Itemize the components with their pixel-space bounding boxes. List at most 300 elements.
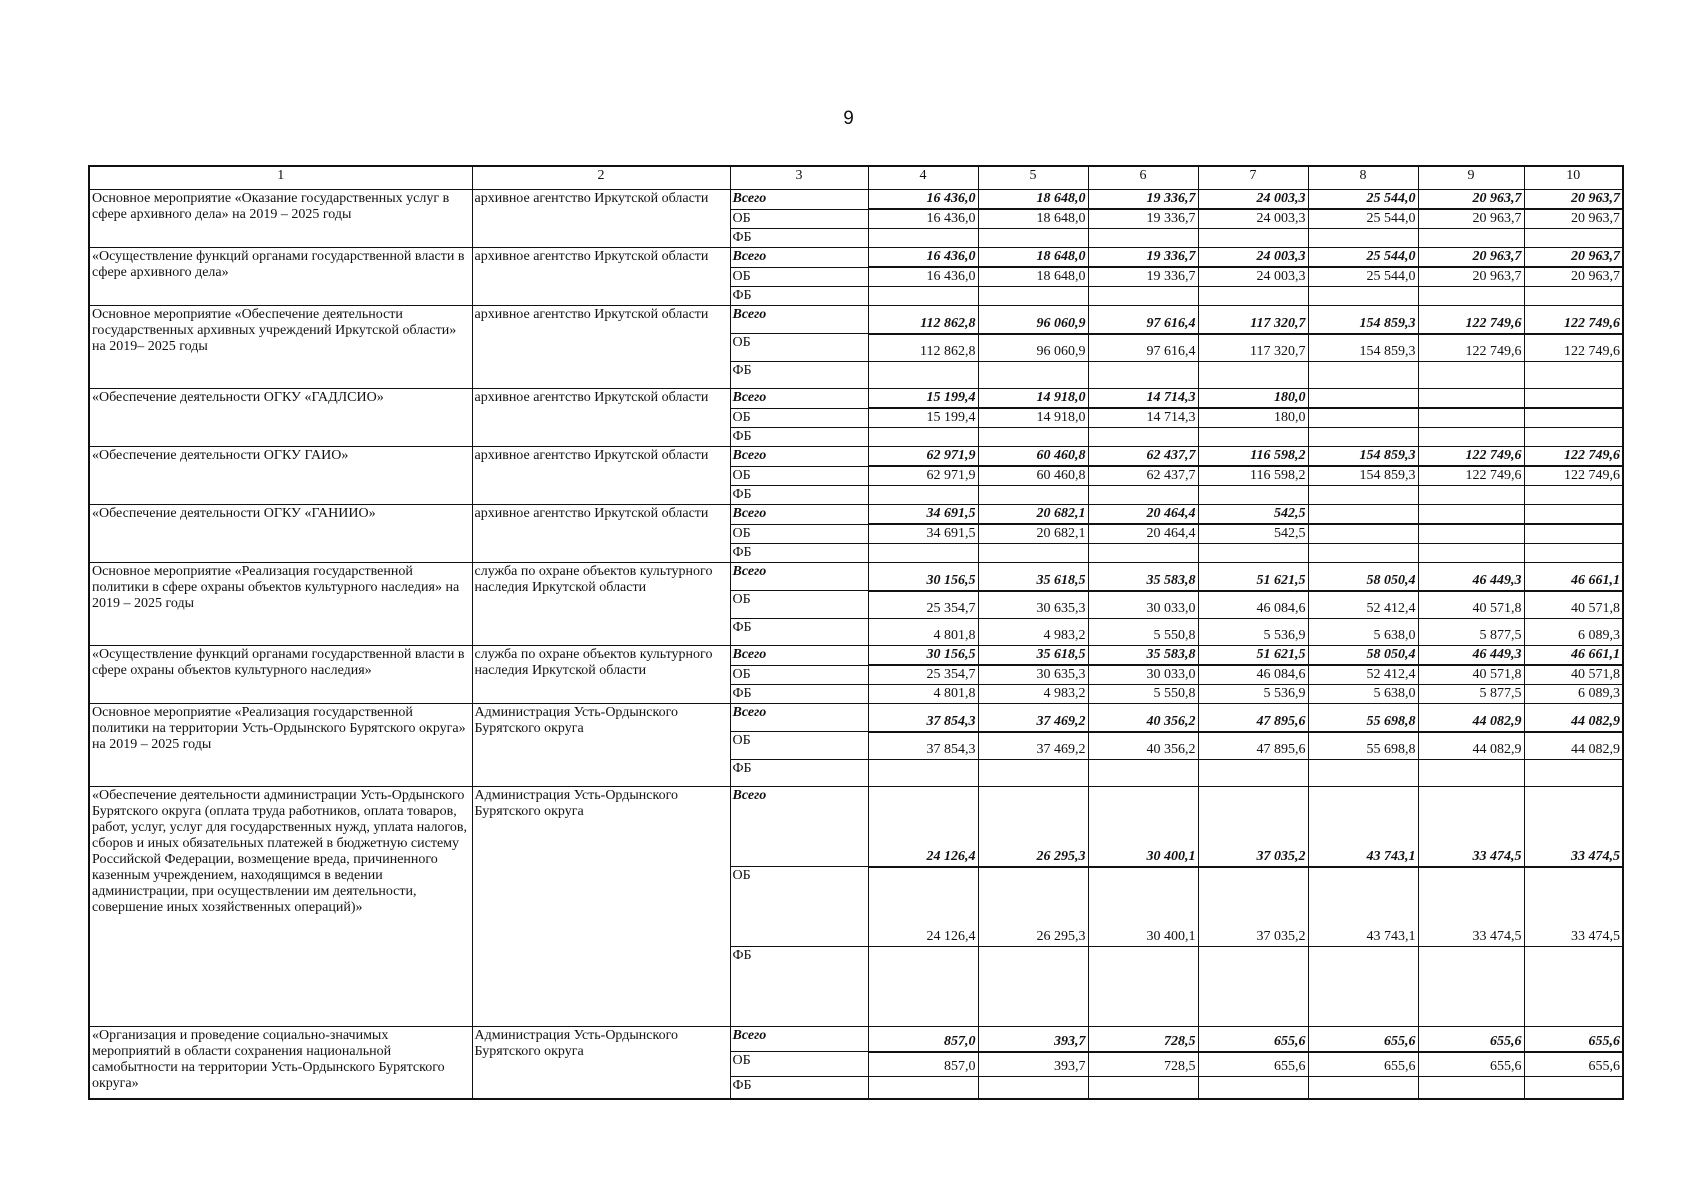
- amount-cell: [1418, 486, 1524, 505]
- amount-cell: [1308, 408, 1418, 428]
- amount-cell: 112 862,8: [868, 306, 978, 334]
- amount-cell: 62 971,9: [868, 466, 978, 486]
- amount-cell: [1524, 287, 1623, 306]
- amount-cell: 52 412,4: [1308, 665, 1418, 685]
- amount-cell: [1308, 428, 1418, 447]
- amount-cell: 25 354,7: [868, 665, 978, 685]
- funding-source: ФБ: [730, 685, 868, 704]
- amount-cell: 154 859,3: [1308, 466, 1418, 486]
- amount-cell: [1088, 1077, 1198, 1099]
- amount-cell: [1418, 1077, 1524, 1099]
- amount-cell: 857,0: [868, 1052, 978, 1077]
- amount-cell: [1418, 287, 1524, 306]
- table-row: [89, 505, 1623, 525]
- amount-cell: 14 714,3: [1088, 389, 1198, 409]
- amount-cell: [1088, 947, 1198, 1027]
- funding-source: ФБ: [730, 619, 868, 646]
- activity-name: Основное мероприятие «Оказание государственных услуг в сфере архивного дела» на 2019 – 2025 годы: [89, 190, 472, 248]
- column-header: 5: [978, 166, 1088, 190]
- amount-cell: 60 460,8: [978, 466, 1088, 486]
- amount-cell: [1088, 428, 1198, 447]
- amount-cell: 35 618,5: [978, 646, 1088, 666]
- amount-cell: 122 749,6: [1524, 334, 1623, 362]
- amount-cell: 655,6: [1308, 1027, 1418, 1052]
- amount-cell: 97 616,4: [1088, 306, 1198, 334]
- activity-name: «Обеспечение деятельности ОГКУ ГАИО»: [89, 447, 472, 505]
- amount-cell: [1524, 486, 1623, 505]
- amount-cell: 16 436,0: [868, 267, 978, 287]
- amount-cell: 55 698,8: [1308, 732, 1418, 760]
- funding-source: Всего: [730, 646, 868, 666]
- funding-source: ФБ: [730, 544, 868, 563]
- amount-cell: [1088, 229, 1198, 248]
- amount-cell: 37 035,2: [1198, 787, 1308, 867]
- amount-cell: 14 918,0: [978, 408, 1088, 428]
- amount-cell: 46 084,6: [1198, 665, 1308, 685]
- amount-cell: [1198, 229, 1308, 248]
- amount-cell: [978, 544, 1088, 563]
- amount-cell: 542,5: [1198, 524, 1308, 544]
- executor: Администрация Усть-Ордынского Бурятского округа: [472, 704, 730, 787]
- amount-cell: 117 320,7: [1198, 306, 1308, 334]
- amount-cell: 25 544,0: [1308, 267, 1418, 287]
- amount-cell: 26 295,3: [978, 867, 1088, 947]
- table-row: [89, 190, 1623, 210]
- column-header: 4: [868, 166, 978, 190]
- column-header: 10: [1524, 166, 1623, 190]
- amount-cell: [1308, 505, 1418, 525]
- amount-cell: [868, 428, 978, 447]
- amount-cell: 122 749,6: [1524, 306, 1623, 334]
- amount-cell: [1524, 1077, 1623, 1099]
- table-row: [89, 704, 1623, 732]
- amount-cell: 154 859,3: [1308, 334, 1418, 362]
- activity-name: «Осуществление функций органами государственной власти в сфере архивного дела»: [89, 248, 472, 306]
- activity-name: «Обеспечение деятельности ОГКУ «ГАНИИО»: [89, 505, 472, 563]
- amount-cell: 30 400,1: [1088, 787, 1198, 867]
- amount-cell: 30 156,5: [868, 646, 978, 666]
- amount-cell: 122 749,6: [1524, 466, 1623, 486]
- column-header: 2: [472, 166, 730, 190]
- executor: Администрация Усть-Ордынского Бурятского округа: [472, 787, 730, 1027]
- activity-name: Основное мероприятие «Реализация государственной политики в сфере охраны объектов культурного наследия» на 2019 – 2025 годы: [89, 563, 472, 646]
- amount-cell: [1418, 428, 1524, 447]
- amount-cell: 15 199,4: [868, 389, 978, 409]
- funding-source: Всего: [730, 248, 868, 268]
- amount-cell: 40 571,8: [1524, 665, 1623, 685]
- funding-source: Всего: [730, 704, 868, 732]
- amount-cell: [1308, 389, 1418, 409]
- amount-cell: [1308, 524, 1418, 544]
- amount-cell: 393,7: [978, 1027, 1088, 1052]
- amount-cell: 154 859,3: [1308, 447, 1418, 467]
- amount-cell: [1198, 362, 1308, 389]
- activity-name: Основное мероприятие «Обеспечение деятельности государственных архивных учреждений Иркутской области» на 2019– 2025 годы: [89, 306, 472, 389]
- table-row: [89, 248, 1623, 268]
- amount-cell: 25 354,7: [868, 591, 978, 619]
- amount-cell: 16 436,0: [868, 248, 978, 268]
- amount-cell: [1524, 760, 1623, 787]
- executor: служба по охране объектов культурного наследия Иркутской области: [472, 646, 730, 704]
- amount-cell: [868, 544, 978, 563]
- amount-cell: 24 126,4: [868, 787, 978, 867]
- amount-cell: 58 050,4: [1308, 646, 1418, 666]
- amount-cell: 116 598,2: [1198, 447, 1308, 467]
- amount-cell: 97 616,4: [1088, 334, 1198, 362]
- activity-name: «Обеспечение деятельности ОГКУ «ГАДЛСИО»: [89, 389, 472, 447]
- amount-cell: 655,6: [1308, 1052, 1418, 1077]
- amount-cell: [868, 486, 978, 505]
- amount-cell: 51 621,5: [1198, 563, 1308, 591]
- funding-source: ОБ: [730, 408, 868, 428]
- funding-source: ФБ: [730, 947, 868, 1027]
- amount-cell: [978, 287, 1088, 306]
- amount-cell: [1198, 760, 1308, 787]
- amount-cell: 30 033,0: [1088, 665, 1198, 685]
- column-header: 9: [1418, 166, 1524, 190]
- amount-cell: 30 033,0: [1088, 591, 1198, 619]
- amount-cell: 655,6: [1418, 1027, 1524, 1052]
- amount-cell: 43 743,1: [1308, 867, 1418, 947]
- amount-cell: [1198, 947, 1308, 1027]
- table-row: [89, 389, 1623, 409]
- funding-source: ОБ: [730, 591, 868, 619]
- amount-cell: [1088, 760, 1198, 787]
- amount-cell: 116 598,2: [1198, 466, 1308, 486]
- amount-cell: [1418, 505, 1524, 525]
- executor: архивное агентство Иркутской области: [472, 190, 730, 248]
- funding-source: Всего: [730, 306, 868, 334]
- amount-cell: 20 963,7: [1418, 209, 1524, 229]
- amount-cell: [868, 947, 978, 1027]
- funding-source: Всего: [730, 563, 868, 591]
- amount-cell: 35 583,8: [1088, 646, 1198, 666]
- amount-cell: 122 749,6: [1418, 466, 1524, 486]
- amount-cell: [1308, 486, 1418, 505]
- amount-cell: 33 474,5: [1418, 867, 1524, 947]
- amount-cell: 122 749,6: [1418, 447, 1524, 467]
- amount-cell: [978, 229, 1088, 248]
- table-row: [89, 306, 1623, 334]
- amount-cell: 4 983,2: [978, 619, 1088, 646]
- amount-cell: 40 571,8: [1524, 591, 1623, 619]
- amount-cell: [1308, 362, 1418, 389]
- amount-cell: 44 082,9: [1418, 732, 1524, 760]
- funding-source: Всего: [730, 447, 868, 467]
- amount-cell: 393,7: [978, 1052, 1088, 1077]
- funding-source: ОБ: [730, 524, 868, 544]
- amount-cell: [978, 486, 1088, 505]
- amount-cell: 20 963,7: [1524, 267, 1623, 287]
- page-number: 9: [843, 108, 854, 129]
- amount-cell: 728,5: [1088, 1027, 1198, 1052]
- amount-cell: 24 126,4: [868, 867, 978, 947]
- amount-cell: 30 635,3: [978, 665, 1088, 685]
- funding-source: ФБ: [730, 428, 868, 447]
- amount-cell: 37 469,2: [978, 704, 1088, 732]
- column-header: 8: [1308, 166, 1418, 190]
- amount-cell: 5 536,9: [1198, 685, 1308, 704]
- amount-cell: 30 156,5: [868, 563, 978, 591]
- executor: архивное агентство Иркутской области: [472, 505, 730, 563]
- funding-source: ФБ: [730, 287, 868, 306]
- amount-cell: 55 698,8: [1308, 704, 1418, 732]
- amount-cell: 655,6: [1524, 1052, 1623, 1077]
- amount-cell: [1198, 428, 1308, 447]
- amount-cell: 112 862,8: [868, 334, 978, 362]
- amount-cell: [1524, 947, 1623, 1027]
- amount-cell: 15 199,4: [868, 408, 978, 428]
- funding-source: ФБ: [730, 486, 868, 505]
- amount-cell: [1418, 229, 1524, 248]
- funding-source: ОБ: [730, 1052, 868, 1077]
- amount-cell: [868, 760, 978, 787]
- amount-cell: 20 963,7: [1418, 267, 1524, 287]
- amount-cell: [1524, 544, 1623, 563]
- amount-cell: 5 536,9: [1198, 619, 1308, 646]
- amount-cell: 24 003,3: [1198, 190, 1308, 210]
- table-row: [89, 787, 1623, 867]
- amount-cell: 16 436,0: [868, 209, 978, 229]
- amount-cell: 122 749,6: [1524, 447, 1623, 467]
- amount-cell: [1418, 544, 1524, 563]
- funding-source: Всего: [730, 787, 868, 867]
- funding-source: ОБ: [730, 209, 868, 229]
- funding-source: Всего: [730, 389, 868, 409]
- amount-cell: 37 035,2: [1198, 867, 1308, 947]
- amount-cell: 40 571,8: [1418, 665, 1524, 685]
- amount-cell: [978, 947, 1088, 1027]
- amount-cell: 18 648,0: [978, 190, 1088, 210]
- budget-table: [88, 165, 1624, 1100]
- amount-cell: 96 060,9: [978, 306, 1088, 334]
- amount-cell: 20 464,4: [1088, 505, 1198, 525]
- header-row: [89, 166, 1623, 190]
- amount-cell: [868, 1077, 978, 1099]
- amount-cell: 60 460,8: [978, 447, 1088, 467]
- amount-cell: 5 550,8: [1088, 619, 1198, 646]
- amount-cell: 20 963,7: [1418, 190, 1524, 210]
- amount-cell: 33 474,5: [1524, 867, 1623, 947]
- amount-cell: 180,0: [1198, 408, 1308, 428]
- amount-cell: 18 648,0: [978, 209, 1088, 229]
- amount-cell: 44 082,9: [1418, 704, 1524, 732]
- amount-cell: 25 544,0: [1308, 248, 1418, 268]
- funding-source: ОБ: [730, 334, 868, 362]
- amount-cell: 117 320,7: [1198, 334, 1308, 362]
- amount-cell: 14 714,3: [1088, 408, 1198, 428]
- activity-name: «Организация и проведение социально-значимых мероприятий в области сохранения национальной самобытности на территории Усть-Ордынского Бурятского округа»: [89, 1027, 472, 1099]
- amount-cell: 20 963,7: [1524, 209, 1623, 229]
- column-header: 7: [1198, 166, 1308, 190]
- amount-cell: [1308, 1077, 1418, 1099]
- amount-cell: 40 571,8: [1418, 591, 1524, 619]
- amount-cell: 6 089,3: [1524, 685, 1623, 704]
- amount-cell: 6 089,3: [1524, 619, 1623, 646]
- amount-cell: 62 971,9: [868, 447, 978, 467]
- amount-cell: 44 082,9: [1524, 732, 1623, 760]
- amount-cell: 18 648,0: [978, 267, 1088, 287]
- activity-name: «Обеспечение деятельности администрации Усть-Ордынского Бурятского округа (оплата труда работников, оплата товаров, работ, услуг, услуг для государственных нужд, уплата налогов, сборов и иных обязательных платежей в бюджетную систему Российской Федерации, возмещение вреда, причиненного казенным учреждением, находящимся в ведении администрации, при осуществлении им деятельности, совершение иных хозяйственных операций)»: [89, 787, 472, 1027]
- amount-cell: [978, 1077, 1088, 1099]
- amount-cell: [1418, 524, 1524, 544]
- amount-cell: 30 635,3: [978, 591, 1088, 619]
- amount-cell: 44 082,9: [1524, 704, 1623, 732]
- amount-cell: 34 691,5: [868, 505, 978, 525]
- amount-cell: 20 963,7: [1524, 248, 1623, 268]
- amount-cell: 857,0: [868, 1027, 978, 1052]
- amount-cell: 37 854,3: [868, 704, 978, 732]
- amount-cell: [978, 362, 1088, 389]
- amount-cell: 19 336,7: [1088, 267, 1198, 287]
- funding-source: ОБ: [730, 665, 868, 685]
- amount-cell: [1198, 287, 1308, 306]
- amount-cell: 46 661,1: [1524, 563, 1623, 591]
- amount-cell: 16 436,0: [868, 190, 978, 210]
- amount-cell: 4 983,2: [978, 685, 1088, 704]
- table-row: [89, 646, 1623, 666]
- amount-cell: 62 437,7: [1088, 466, 1198, 486]
- amount-cell: 62 437,7: [1088, 447, 1198, 467]
- amount-cell: 5 877,5: [1418, 619, 1524, 646]
- amount-cell: 19 336,7: [1088, 190, 1198, 210]
- table-row: [89, 1027, 1623, 1052]
- amount-cell: 35 583,8: [1088, 563, 1198, 591]
- amount-cell: [1308, 287, 1418, 306]
- amount-cell: 33 474,5: [1418, 787, 1524, 867]
- executor: архивное агентство Иркутской области: [472, 248, 730, 306]
- amount-cell: 122 749,6: [1418, 306, 1524, 334]
- amount-cell: 25 544,0: [1308, 190, 1418, 210]
- amount-cell: [1198, 1077, 1308, 1099]
- amount-cell: 47 895,6: [1198, 732, 1308, 760]
- amount-cell: 5 550,8: [1088, 685, 1198, 704]
- amount-cell: [1308, 229, 1418, 248]
- amount-cell: [1418, 760, 1524, 787]
- amount-cell: 47 895,6: [1198, 704, 1308, 732]
- amount-cell: 40 356,2: [1088, 732, 1198, 760]
- executor: архивное агентство Иркутской области: [472, 306, 730, 389]
- amount-cell: 5 638,0: [1308, 685, 1418, 704]
- amount-cell: [1418, 408, 1524, 428]
- amount-cell: [1524, 389, 1623, 409]
- amount-cell: 26 295,3: [978, 787, 1088, 867]
- amount-cell: 5 877,5: [1418, 685, 1524, 704]
- amount-cell: 655,6: [1418, 1052, 1524, 1077]
- amount-cell: 14 918,0: [978, 389, 1088, 409]
- amount-cell: 4 801,8: [868, 619, 978, 646]
- amount-cell: 46 084,6: [1198, 591, 1308, 619]
- funding-source: ОБ: [730, 732, 868, 760]
- funding-source: ФБ: [730, 229, 868, 248]
- amount-cell: [1088, 544, 1198, 563]
- amount-cell: [978, 428, 1088, 447]
- amount-cell: 19 336,7: [1088, 209, 1198, 229]
- funding-source: ФБ: [730, 1077, 868, 1099]
- funding-source: Всего: [730, 505, 868, 525]
- amount-cell: [1088, 287, 1198, 306]
- amount-cell: 20 963,7: [1524, 190, 1623, 210]
- amount-cell: [1198, 544, 1308, 563]
- amount-cell: [1308, 947, 1418, 1027]
- amount-cell: 24 003,3: [1198, 248, 1308, 268]
- funding-source: ФБ: [730, 760, 868, 787]
- amount-cell: 30 400,1: [1088, 867, 1198, 947]
- amount-cell: [868, 229, 978, 248]
- amount-cell: 24 003,3: [1198, 267, 1308, 287]
- amount-cell: 46 449,3: [1418, 563, 1524, 591]
- amount-cell: [1524, 362, 1623, 389]
- amount-cell: [1088, 486, 1198, 505]
- amount-cell: [1524, 229, 1623, 248]
- column-header: 3: [730, 166, 868, 190]
- amount-cell: 655,6: [1524, 1027, 1623, 1052]
- amount-cell: 4 801,8: [868, 685, 978, 704]
- amount-cell: [1524, 408, 1623, 428]
- amount-cell: 655,6: [1198, 1052, 1308, 1077]
- amount-cell: 34 691,5: [868, 524, 978, 544]
- amount-cell: 51 621,5: [1198, 646, 1308, 666]
- amount-cell: 5 638,0: [1308, 619, 1418, 646]
- amount-cell: [1524, 428, 1623, 447]
- table-row: [89, 447, 1623, 467]
- amount-cell: [978, 760, 1088, 787]
- activity-name: Основное мероприятие «Реализация государственной политики на территории Усть-Ордынского Бурятского округа» на 2019 – 2025 годы: [89, 704, 472, 787]
- amount-cell: 20 464,4: [1088, 524, 1198, 544]
- amount-cell: 122 749,6: [1418, 334, 1524, 362]
- amount-cell: 20 682,1: [978, 524, 1088, 544]
- amount-cell: 46 661,1: [1524, 646, 1623, 666]
- amount-cell: [868, 287, 978, 306]
- amount-cell: 20 682,1: [978, 505, 1088, 525]
- table-row: [89, 563, 1623, 591]
- funding-source: ОБ: [730, 466, 868, 486]
- amount-cell: 37 469,2: [978, 732, 1088, 760]
- amount-cell: 20 963,7: [1418, 248, 1524, 268]
- executor: архивное агентство Иркутской области: [472, 447, 730, 505]
- amount-cell: [1524, 524, 1623, 544]
- amount-cell: 154 859,3: [1308, 306, 1418, 334]
- amount-cell: 655,6: [1198, 1027, 1308, 1052]
- amount-cell: 52 412,4: [1308, 591, 1418, 619]
- amount-cell: 542,5: [1198, 505, 1308, 525]
- amount-cell: [1418, 362, 1524, 389]
- column-header: 6: [1088, 166, 1198, 190]
- funding-source: Всего: [730, 1027, 868, 1052]
- amount-cell: [1198, 486, 1308, 505]
- amount-cell: 96 060,9: [978, 334, 1088, 362]
- amount-cell: [1524, 505, 1623, 525]
- amount-cell: 728,5: [1088, 1052, 1198, 1077]
- funding-source: ОБ: [730, 267, 868, 287]
- amount-cell: 24 003,3: [1198, 209, 1308, 229]
- amount-cell: 180,0: [1198, 389, 1308, 409]
- amount-cell: 19 336,7: [1088, 248, 1198, 268]
- amount-cell: [1088, 362, 1198, 389]
- amount-cell: 58 050,4: [1308, 563, 1418, 591]
- amount-cell: 46 449,3: [1418, 646, 1524, 666]
- amount-cell: 33 474,5: [1524, 787, 1623, 867]
- executor: Администрация Усть-Ордынского Бурятского округа: [472, 1027, 730, 1099]
- amount-cell: 25 544,0: [1308, 209, 1418, 229]
- funding-source: ОБ: [730, 867, 868, 947]
- amount-cell: 43 743,1: [1308, 787, 1418, 867]
- executor: служба по охране объектов культурного наследия Иркутской области: [472, 563, 730, 646]
- amount-cell: [1308, 760, 1418, 787]
- funding-source: ФБ: [730, 362, 868, 389]
- amount-cell: [1308, 544, 1418, 563]
- amount-cell: [1418, 947, 1524, 1027]
